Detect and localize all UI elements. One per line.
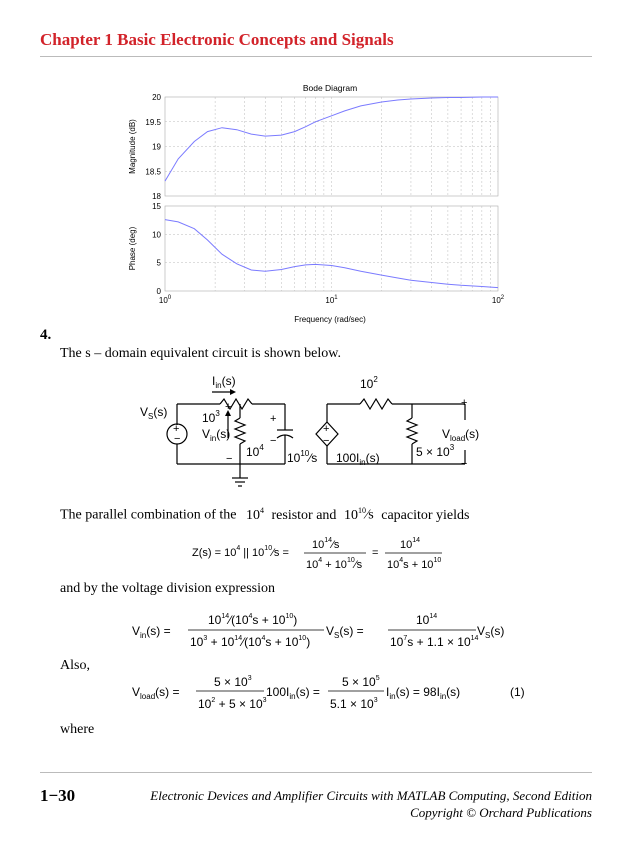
svg-text:+: + [461,397,468,409]
y-tick-label: 19.5 [145,117,161,127]
header-rule [40,56,592,57]
chart-title: Bode Diagram [302,83,358,93]
equation-number: (1) [510,685,525,699]
svg-text:5 × 103: $5 \times 10^3$ [214,675,252,689]
svg-text:103 + 1014⁄(104s + 1010): $10^3$ + $10^{14}⁄(10^4s + 10^{10})$ [190,635,311,649]
y-tick-label: 19 [152,142,161,152]
dependent-source-label: $100I_{in}(s)$ [336,451,380,467]
svg-text:+: + [225,401,232,413]
voltage-division-text: and by the voltage division expression [60,581,276,596]
page-number: 1−30 [40,786,76,805]
svg-text:VS(s): $V_S(s)$ [477,624,505,640]
bode-diagram [0,78,638,324]
y-tick-label: 18.5 [145,167,161,177]
x-tick-label: $10^1$ [325,295,338,305]
svg-text:+: + [173,423,180,435]
svg-text:107s + 1.1 × 1014: $10^7s + 1.1 \times 10^{14}$ [390,635,479,649]
phase-panel [128,202,505,305]
book-citation [150,787,592,821]
svg-text:104 + 1010⁄s: $10^4$ + $10^{10}⁄s$ [306,557,363,571]
y-tick-label: 18 [152,192,161,201]
vs-label: $V_S(s)$ [140,405,168,421]
circuit-diagram [120,370,520,495]
y-tick-label: 10 [152,230,161,240]
y-tick-label: 0 [156,287,161,296]
magnitude-panel [128,93,498,201]
vload-label: $V_{load}(s)$ [442,427,480,443]
svg-text:1014: $10^{14}$ [400,537,421,551]
x-tick-label: $10^0$ [158,295,172,305]
svg-text:1014⁄s: $10^{14}⁄s$ [312,537,340,551]
also-text: Also, [60,658,90,673]
x-tick-label: $10^2$ [491,295,505,305]
book-title: Electronic Devices and Amplifier Circuits with MATLAB Computing, Second Edition [150,788,592,803]
svg-text:+: + [323,423,330,435]
y-axis-label: Phase (deg) [128,226,137,271]
equation-vin [130,605,590,655]
equation-z [180,530,580,580]
iin-label: $I_{in}(s)$ [212,374,236,390]
copyright-line: Copyright © Orchard Publications [410,805,592,820]
svg-text:−: − [270,435,277,447]
svg-text:Vin(s) =: $V_{in}(s)$ = [132,624,171,640]
svg-text:−: − [461,458,468,470]
y-tick-label: 15 [152,202,161,211]
svg-text:Z(s) = 104 || 1010⁄s =: $Z(s) = 10^4$ || $10^{10}⁄s$ = [192,545,289,559]
svg-text:VS(s) =: $V_S(s)$ = [326,624,364,640]
r2-label: $10^2$ [360,375,378,391]
rload-label: $5 \times 10^3$ [416,443,455,459]
svg-text:104s + 1010: $10^4s + 10^{10}$ [387,557,442,571]
svg-text:−: − [323,435,330,447]
x-axis-label: Frequency (rad/sec) [294,315,366,324]
parallel-text: The parallel combination of the $10^4$ resistor and $10^{10}⁄s$ capacitor yields [60,506,470,523]
vin-label: $V_{in}(s)$ [202,427,231,443]
equation-vload [130,668,590,718]
intro-text: The s – domain equivalent circuit is shown below. [60,346,341,361]
svg-text:100Iin(s) =: $100I_{in}(s)$ = [266,685,320,701]
svg-text:−: − [226,453,233,465]
svg-text:1014: $10^{14}$ [416,613,438,627]
chapter-heading: Chapter 1 Basic Electronic Concepts and Signals [40,30,394,49]
r1-label: $10^3$ [202,409,220,425]
y-axis-label: Magnitude (dB) [128,119,137,174]
svg-text:=: = [372,547,379,559]
svg-text:−: − [174,433,181,445]
svg-text:Vload(s) =: $V_{load}(s)$ = [132,685,180,701]
y-tick-label: 20 [152,93,161,102]
svg-text:+: + [270,413,277,425]
problem-number: 4. [40,327,52,343]
series-line [165,220,498,288]
svg-text:5.1 × 103: $5.1 \times 10^3$ [330,697,378,711]
svg-text:Iin(s) = 98Iin(s): $I_{in}(s) = 98I_{in}(s)$ [386,685,461,701]
r3-label: $10^4$ [246,443,264,459]
where-text: where [60,722,95,737]
svg-text:1014⁄(104s + 1010): $10^{14}⁄(10^4s + 10^{10})$ [208,613,298,627]
svg-text:102 + 5 × 103: $10^2 + 5 \times 10^3$ [198,697,267,711]
y-tick-label: 5 [156,258,161,268]
svg-text:5 × 105: $5 \times 10^5$ [342,675,380,689]
footer-rule [40,772,592,773]
cap-label: $10^{10}⁄s$ [287,449,318,465]
